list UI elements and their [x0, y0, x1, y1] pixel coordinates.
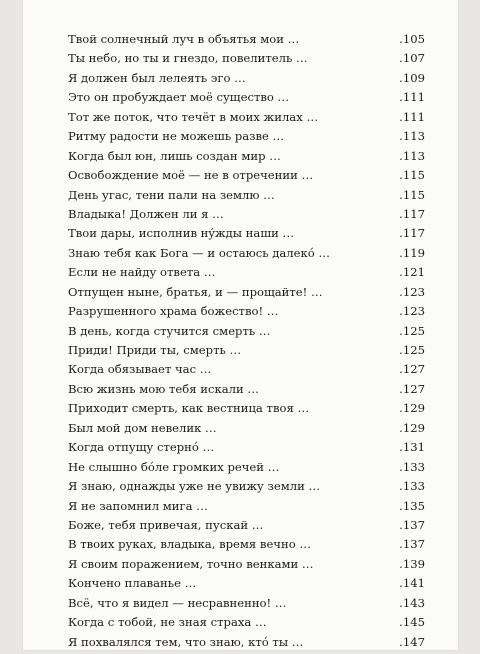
toc-entry-title: В день, когда стучится смерть … [68, 323, 271, 338]
toc-entry-page: .143 [399, 595, 425, 610]
toc-entry [68, 188, 425, 207]
toc-entry-page: .125 [399, 343, 425, 357]
toc-entry-title: Приходит смерть, как вестница твоя … [68, 401, 310, 416]
toc-entry-page: .117 [399, 226, 425, 241]
toc-entry [68, 324, 425, 343]
toc-entry-title: Владыка! Должен ли я … [68, 206, 224, 221]
toc-entry [68, 518, 425, 537]
toc-entry-title: Если не найду ответа … [68, 265, 216, 280]
toc-entry-title: Когда с тобой, не зная страха … [68, 615, 267, 630]
toc-entry-title: Я похвалялся тем, что знаю, ктó ты … [68, 634, 304, 649]
toc-entry-page: .135 [399, 498, 425, 513]
toc-entry [68, 635, 425, 654]
toc-entry-page: .127 [399, 381, 425, 396]
toc-entry-page: .121 [399, 265, 425, 280]
toc-entry-page: .113 [399, 129, 425, 144]
toc-entry [68, 421, 425, 440]
toc-entry-page: .139 [399, 556, 425, 571]
toc-entry-title: Знаю тебя как Бога — и остаюсь далекó … [68, 245, 331, 260]
toc-entry [68, 246, 425, 265]
toc-entry [68, 596, 425, 615]
toc-entry [68, 537, 425, 556]
toc-entry-title: Когда отпущу стернó … [68, 440, 215, 455]
toc-entry-page: .141 [399, 576, 425, 591]
toc-entry [68, 479, 425, 498]
toc-entry-title: Я не запомнил мига … [68, 498, 208, 513]
toc-entry-page: .111 [399, 90, 425, 105]
toc-entry [68, 557, 425, 576]
toc-entry-page: .137 [399, 517, 425, 532]
toc-entry-page: .125 [399, 323, 425, 338]
toc-entry [68, 32, 425, 51]
toc-entry-title: Отпущен ныне, братья, и — прощайте! … [68, 284, 323, 299]
toc-entry [68, 129, 425, 148]
toc-entry-title: Приди! Приди ты, смерть … [68, 343, 242, 357]
toc-entry-page: .129 [399, 401, 425, 416]
toc-entry-page: .147 [399, 634, 425, 649]
toc-entry-title: Я своим поражением, точно венками … [68, 556, 314, 571]
toc-entry-title: Когда был юн, лишь создан мир … [68, 148, 281, 163]
toc-entry-title: Когда обязывает час … [68, 362, 212, 377]
toc-entry [68, 168, 425, 187]
toc-entry [68, 285, 425, 304]
toc-entry [68, 460, 425, 479]
toc-entry [68, 304, 425, 323]
toc-entry-title: Ты небо, но ты и гнездо, повелитель … [68, 51, 308, 66]
toc-entry-title: Кончено плаванье … [68, 576, 197, 591]
toc-entry [68, 615, 425, 634]
toc-entry-title: Не слышно бóле громких речей … [68, 459, 280, 474]
table-of-contents [68, 32, 425, 654]
toc-entry-title: День угас, тени пали на землю … [68, 187, 275, 202]
toc-entry-title: Всё, что я видел — несравненно! … [68, 595, 287, 610]
toc-entry-title: Тот же поток, что течёт в моих жилах … [68, 109, 319, 124]
toc-entry [68, 440, 425, 459]
toc-entry [68, 362, 425, 381]
toc-entry [68, 51, 425, 70]
toc-entry-title: В твоих руках, владыка, время вечно … [68, 537, 311, 552]
toc-entry [68, 401, 425, 420]
toc-entry [68, 382, 425, 401]
toc-entry [68, 576, 425, 595]
toc-entry-page: .127 [399, 362, 425, 377]
book-page [23, 0, 458, 650]
toc-entry-title: Твой солнечный луч в объятья мои … [68, 32, 300, 46]
toc-entry [68, 499, 425, 518]
toc-entry-title: Я знаю, однажды уже не увижу земли … [68, 479, 321, 494]
toc-entry [68, 343, 425, 362]
toc-entry [68, 90, 425, 109]
toc-entry-page: .113 [399, 148, 425, 163]
toc-entry-page: .115 [399, 187, 425, 202]
toc-entry [68, 207, 425, 226]
toc-entry [68, 71, 425, 90]
toc-entry-page: .137 [399, 537, 425, 552]
toc-entry-title: Боже, тебя привечая, пускай … [68, 517, 264, 532]
toc-entry-page: .117 [399, 206, 425, 221]
toc-entry-title: Был мой дом невелик … [68, 420, 217, 435]
toc-entry-title: Всю жизнь мою тебя искали … [68, 381, 260, 396]
toc-entry-page: .115 [399, 168, 425, 183]
toc-entry-page: .133 [399, 479, 425, 494]
toc-entry-title: Освобождение моё — не в отречении … [68, 168, 314, 183]
toc-entry-title: Ритму радости не можешь разве … [68, 129, 285, 144]
toc-entry-page: .129 [399, 420, 425, 435]
toc-entry-title: Разрушенного храма божество! … [68, 304, 279, 319]
toc-entry [68, 226, 425, 245]
toc-entry-title: Твои дары, исполнив нýжды наши … [68, 226, 295, 241]
toc-entry-title: Это он пробуждает моё существо … [68, 90, 290, 105]
toc-entry-page: .107 [399, 51, 425, 66]
toc-entry [68, 149, 425, 168]
toc-entry-page: .105 [399, 32, 425, 46]
toc-entry-page: .131 [399, 440, 425, 455]
toc-entry-title: Я должен был лелеять эго … [68, 70, 246, 85]
toc-entry-page: .123 [399, 284, 425, 299]
toc-entry-page: .119 [399, 245, 425, 260]
toc-entry-page: .111 [399, 109, 425, 124]
toc-entry-page: .109 [399, 70, 425, 85]
toc-entry [68, 110, 425, 129]
toc-entry-page: .123 [399, 304, 425, 319]
toc-entry-page: .145 [399, 615, 425, 630]
toc-entry [68, 265, 425, 284]
toc-entry-page: .133 [399, 459, 425, 474]
